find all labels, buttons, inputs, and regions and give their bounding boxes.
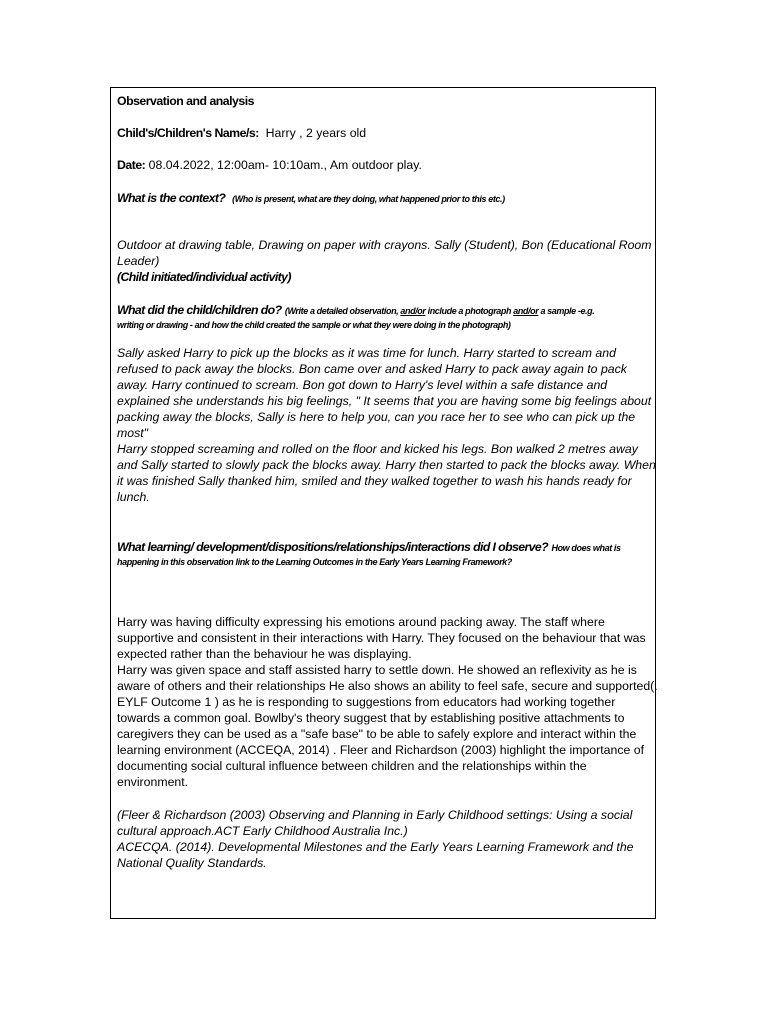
analysis-line: Harry was given space and staff assisted harry to settle down. He showed an reflexivity as he is: [117, 663, 637, 677]
analysis-line: supportive and consistent in their interactions with Harry. They focused on the behaviour that was: [117, 631, 646, 645]
analysis-line: towards a common goal. Bowlby's theory suggest that by establishing positive attachments to: [117, 711, 625, 725]
child-name-label: Child's/Children's Name/s:: [117, 126, 259, 140]
reference-line: ACECQA. (2014). Developmental Milestones and the Early Years Learning Framework and the: [117, 840, 634, 854]
observation-line: it was finished Sally thanked him, smiled and they walked together to wash his hands ready for: [117, 474, 632, 488]
form-title: Observation and analysis: [117, 94, 254, 108]
child-name-row: [117, 125, 651, 141]
learning-hint: How does what is: [551, 543, 621, 553]
context-question: What is the context?: [117, 191, 226, 205]
analysis-line: expected rather than the behaviour he was displaying.: [117, 647, 412, 661]
analysis-line: Harry was having difficulty expressing his emotions around packing away. The staff where: [117, 615, 605, 629]
activity-type: (Child initiated/individual activity): [117, 270, 291, 284]
context-answer-line: Leader): [117, 254, 160, 268]
learning-question: What learning/ development/dispositions/relationships/interactions did I observe?: [117, 540, 549, 554]
observation-line: lunch.: [117, 490, 150, 504]
analysis-line: environment.: [117, 775, 189, 789]
date-row: [117, 157, 651, 173]
analysis-line: aware of others and their relationships He also shows an ability to feel safe, secure and supported(.: [117, 679, 658, 693]
analysis-line: learning environment (ACCEQA, 2014) . Fleer and Richardson (2003) highlight the importance of: [117, 743, 644, 757]
observation-line: Sally asked Harry to pick up the blocks as it was time for lunch. Harry started to scream and: [117, 346, 616, 360]
date-label: Date:: [117, 158, 146, 172]
observation-line: Harry stopped screaming and rolled on the floor and kicked his legs. Bon walked 2 metres away: [117, 442, 638, 456]
observation-line: explained she understands his big feelings, " It seems that you are having some big feelings about: [117, 394, 652, 408]
observation-question: What did the child/children do?: [117, 303, 282, 317]
date-value: 08.04.2022, 12:00am- 10:10am., Am outdoor play.: [148, 158, 422, 172]
observation-line: away. Harry continued to scream. Bon got down to Harry's level within a safe distance and: [117, 378, 608, 392]
child-name-value: Harry , 2 years old: [265, 126, 367, 140]
context-hint: (Who is present, what are they doing, what happened prior to this etc.): [232, 194, 505, 204]
learning-hint-line: happening in this observation link to the Learning Outcomes in the Early Years Learning Framework?: [117, 557, 512, 567]
analysis-line: EYLF Outcome 1 ) as he is responding to suggestions from educators had working together: [117, 695, 616, 709]
observation-line: most": [117, 426, 149, 440]
observation-line: refused to pack away the blocks. Bon came over and asked Harry to pack away again to pack: [117, 362, 627, 376]
observation-line: and Sally started to slowly pack the blocks away. Harry then started to pack the blocks away. When: [117, 458, 656, 472]
observation-hint: (Write a detailed observation, and/or include a photograph and/or a sample -e.g.: [284, 306, 595, 316]
observation-hint-line: writing or drawing - and how the child created the sample or what they were doing in the photograph): [117, 320, 511, 330]
analysis-line: caregivers they can be used as a "safe base" to be able to safely explore and interact within the: [117, 727, 637, 741]
observation-line: packing away the blocks, Sally is here to help you, can you race her to see who can pick up the: [117, 410, 636, 424]
reference-line: cultural approach.ACT Early Childhood Australia Inc.): [117, 824, 408, 838]
reference-line: National Quality Standards.: [117, 856, 267, 870]
context-heading: [117, 190, 651, 207]
analysis-line: documenting social cultural influence between children and the relationships within the: [117, 759, 587, 773]
context-answer-line: Outdoor at drawing table, Drawing on paper with crayons. Sally (Student), Bon (Educational Room: [117, 238, 652, 252]
reference-line: (Fleer & Richardson (2003) Observing and Planning in Early Childhood settings: Using a social: [117, 808, 633, 822]
observation-form: [110, 87, 656, 919]
